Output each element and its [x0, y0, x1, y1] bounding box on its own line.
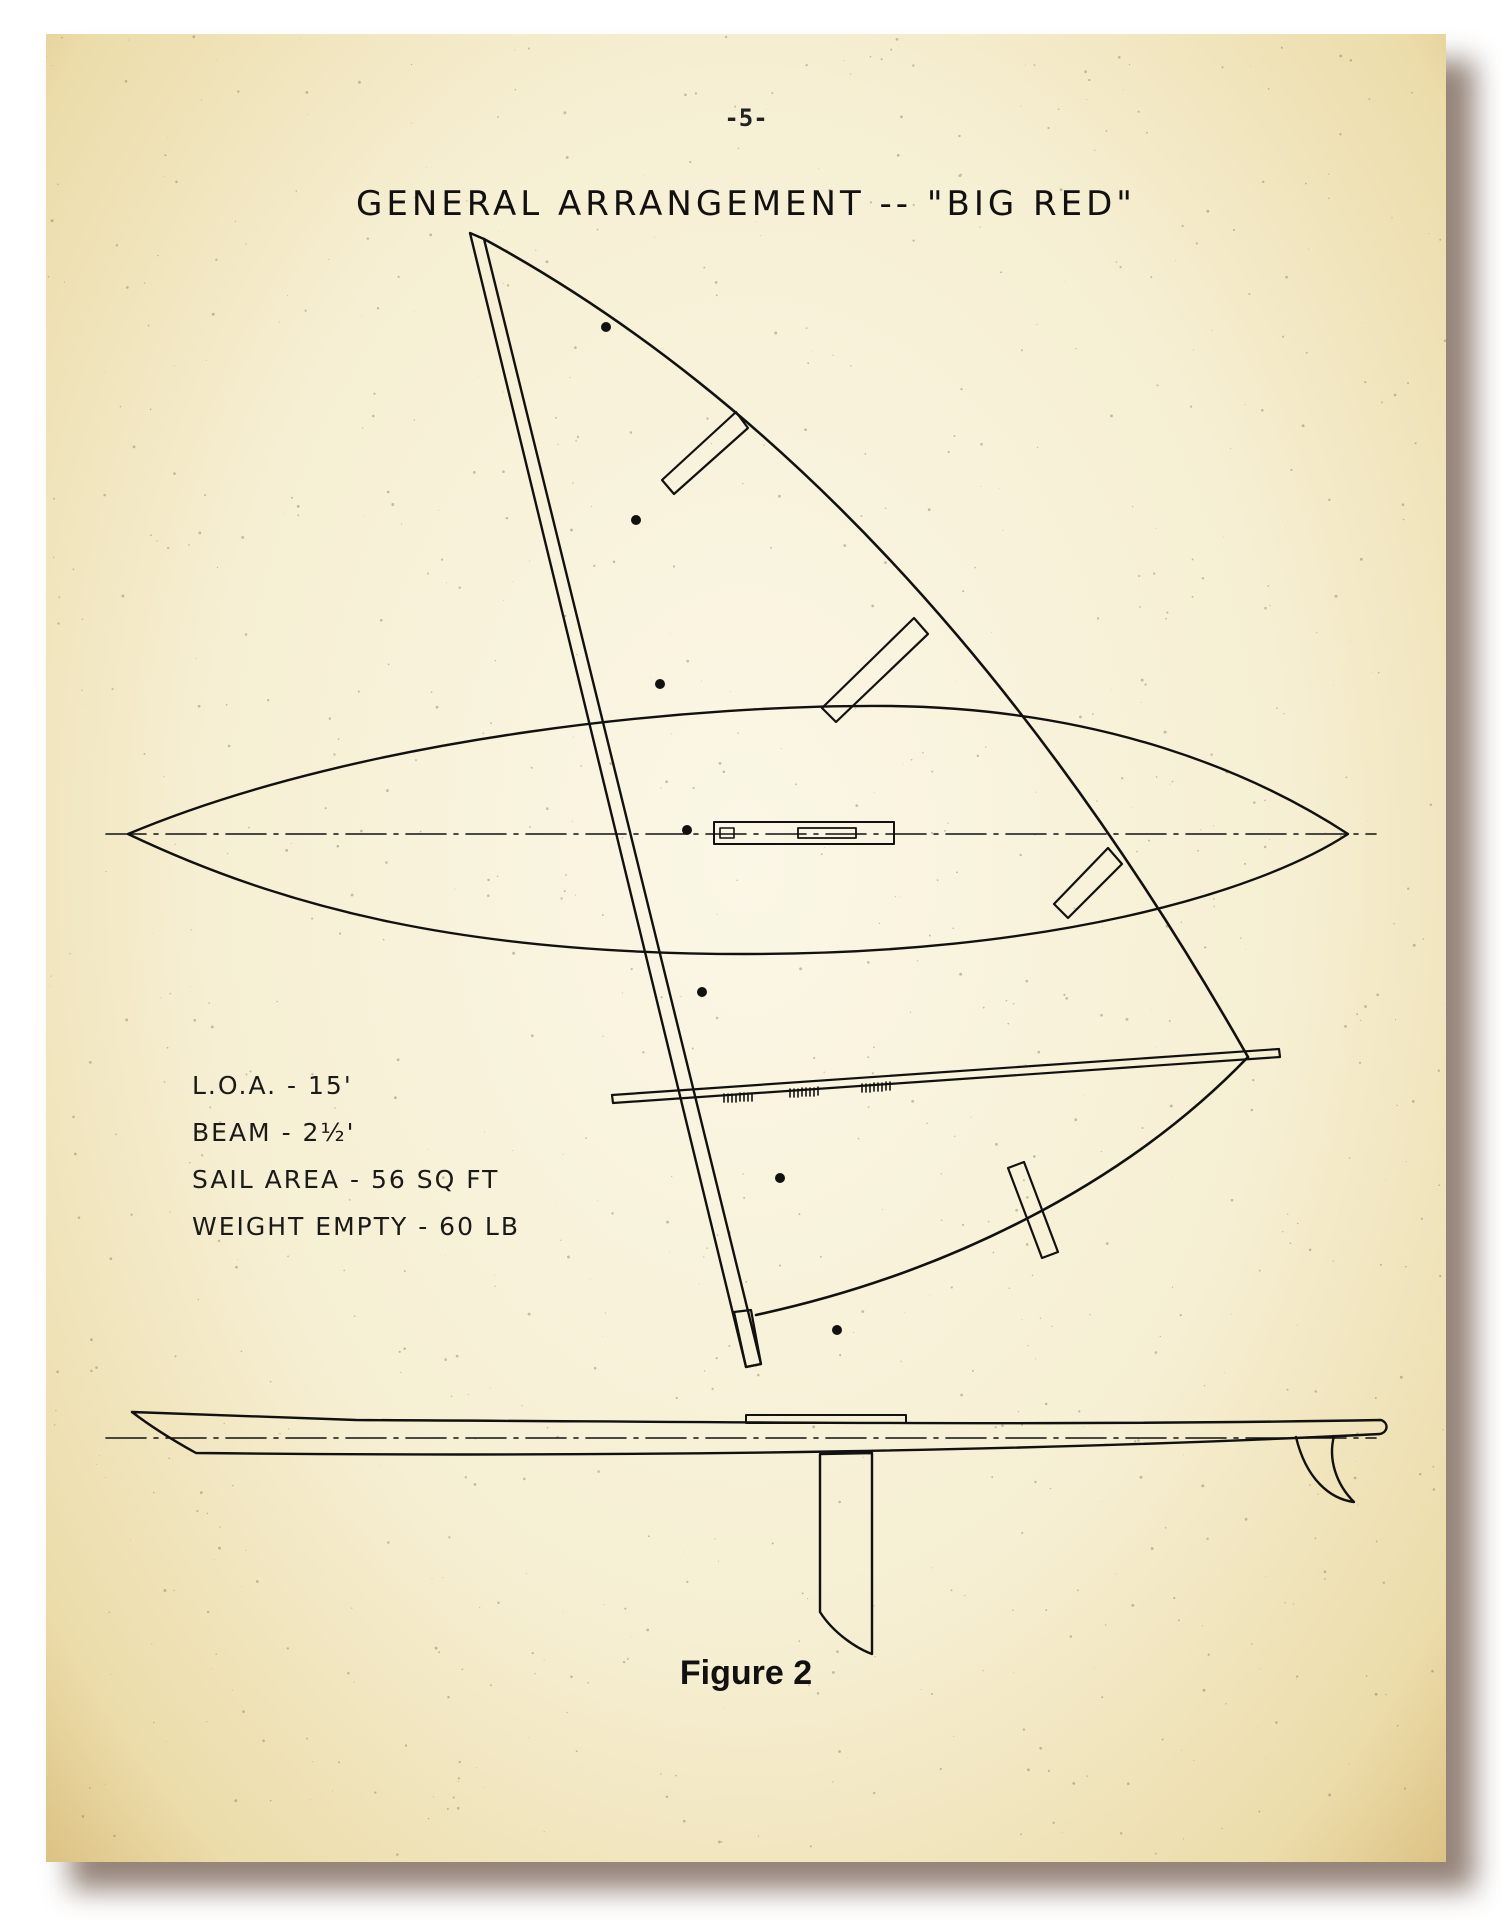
- specifications-block: [192, 1062, 520, 1250]
- general-arrangement-drawing: [46, 34, 1446, 1862]
- figure-caption: Figure 2: [679, 1654, 813, 1692]
- page-title: GENERAL ARRANGEMENT -- "BIG RED": [356, 184, 1136, 224]
- document-page: [46, 34, 1446, 1862]
- sail-leech: [484, 239, 1248, 1057]
- spec-weight: WEIGHT EMPTY - 60 LB: [192, 1212, 521, 1241]
- sail-foot: [756, 1057, 1248, 1315]
- spec-loa: L.O.A. - 15': [192, 1071, 353, 1100]
- sail-battens: [662, 412, 1122, 1258]
- page-number: -5-: [724, 104, 768, 132]
- daggerboard: [820, 1453, 872, 1654]
- skeg: [1296, 1436, 1354, 1502]
- daggerboard-trunk: [714, 822, 894, 844]
- mast-step-box: [720, 828, 734, 838]
- boom: [612, 1049, 1280, 1103]
- hull-profile: [132, 1412, 1387, 1454]
- daggerboard-slot: [798, 828, 856, 838]
- spec-sail-area: SAIL AREA - 56 SQ FT: [192, 1165, 500, 1194]
- spec-beam: BEAM - 2½': [192, 1118, 356, 1147]
